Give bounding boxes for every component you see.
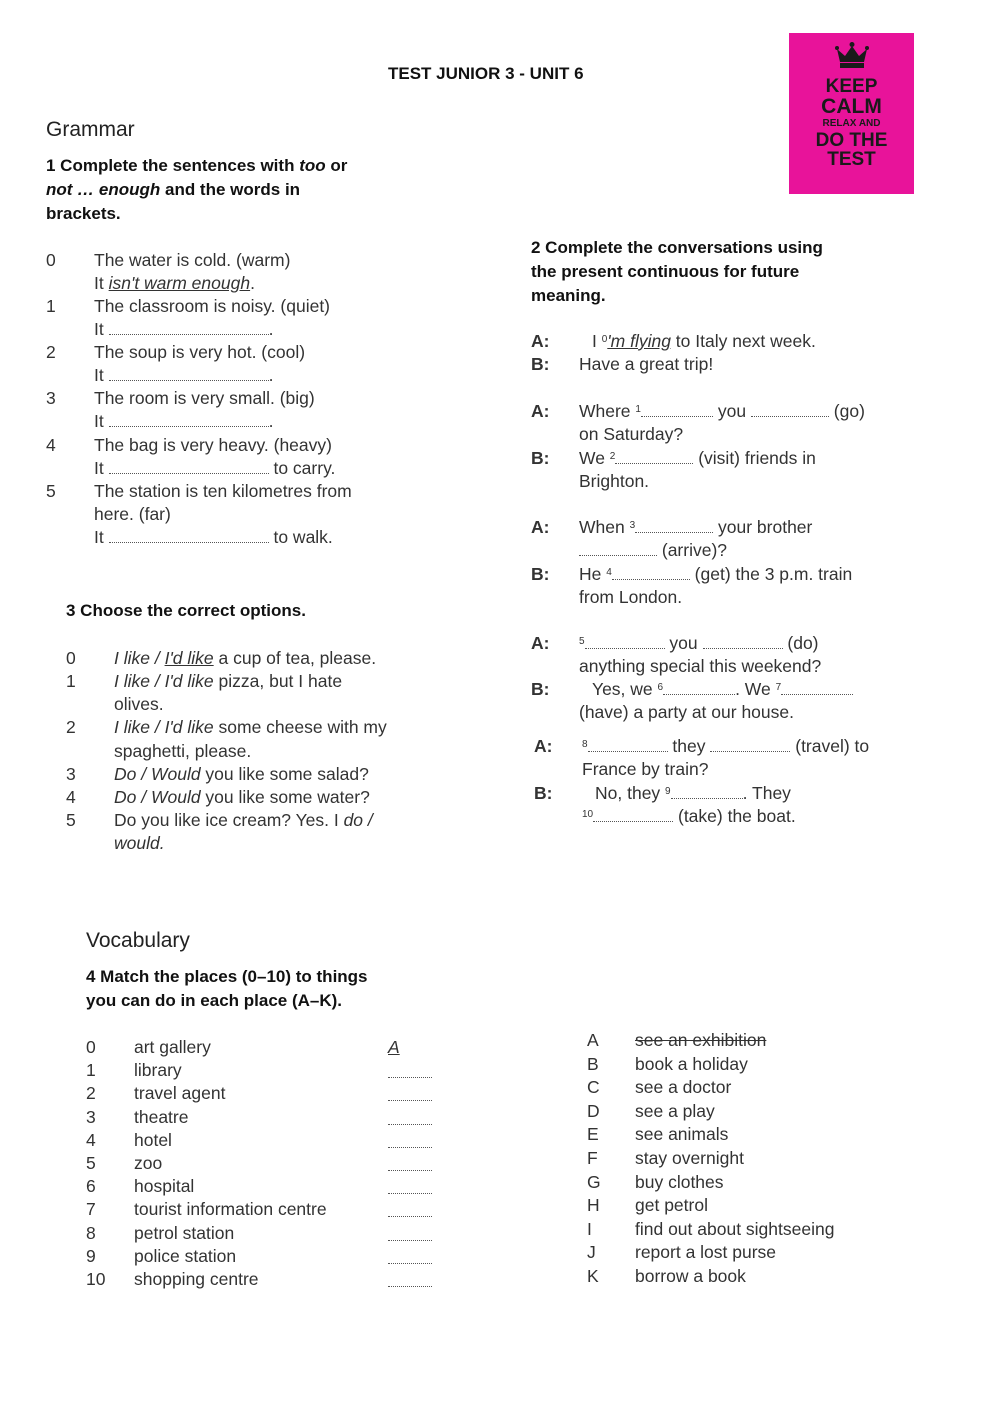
thing-letter: I bbox=[587, 1219, 592, 1239]
answer-blank[interactable] bbox=[612, 565, 690, 580]
exercise-1-instructions: 1 Complete the sentences with too or not … enough and the words in brackets. bbox=[46, 156, 348, 223]
thing-text: report a lost purse bbox=[635, 1242, 777, 1262]
place-name: travel agent bbox=[134, 1083, 226, 1103]
place-number: 7 bbox=[86, 1199, 96, 1219]
place-name: theatre bbox=[134, 1107, 189, 1127]
item-number: 2 bbox=[66, 717, 76, 737]
sentence: The classroom is noisy. (quiet) bbox=[94, 296, 331, 316]
answer-blank[interactable] bbox=[388, 1084, 432, 1107]
thing-letter: K bbox=[587, 1266, 599, 1286]
sentence: The room is very small. (big) bbox=[94, 388, 315, 408]
sentence: The bag is very heavy. (heavy) bbox=[94, 435, 332, 455]
answer-blank[interactable] bbox=[781, 680, 853, 695]
item-number: 5 bbox=[46, 481, 56, 501]
thing-text: see a play bbox=[635, 1101, 715, 1121]
thing-letter: F bbox=[587, 1148, 598, 1168]
keep-calm-poster bbox=[789, 33, 914, 194]
item-number: 4 bbox=[66, 787, 76, 807]
place-number: 9 bbox=[86, 1246, 96, 1266]
thing-text: get petrol bbox=[635, 1195, 708, 1215]
conversation-line: (have) a party at our house. bbox=[579, 702, 794, 722]
poster-line: RELAX AND bbox=[822, 118, 881, 129]
item-number: 0 bbox=[66, 648, 76, 668]
item-number: 1 bbox=[66, 671, 76, 691]
speaker-b: B: bbox=[531, 679, 550, 699]
thing-letter: A bbox=[587, 1030, 599, 1050]
answer-blank[interactable] bbox=[585, 634, 665, 649]
crown-icon bbox=[789, 41, 914, 75]
thing-letter: J bbox=[587, 1242, 596, 1262]
place-number: 1 bbox=[86, 1060, 96, 1080]
example-answer: I'd like bbox=[164, 648, 214, 668]
place-number: 3 bbox=[86, 1107, 96, 1127]
conversation-line: I $^0$'m flying to Italy next week. bbox=[592, 331, 816, 351]
conversation-line: (arrive)? bbox=[579, 539, 727, 562]
speaker-b: B: bbox=[534, 783, 553, 803]
conversation-line: $^5$ you (do) bbox=[579, 633, 819, 653]
thing-text: find out about sightseeing bbox=[635, 1219, 835, 1239]
answer-blank[interactable] bbox=[671, 784, 743, 799]
answer-blank[interactable] bbox=[388, 1061, 432, 1084]
place-name: art gallery bbox=[134, 1037, 211, 1057]
example-answer: 'm flying bbox=[607, 331, 671, 351]
poster-line: TEST bbox=[827, 149, 876, 170]
answer-blank[interactable] bbox=[388, 1177, 432, 1200]
conversation-line: No, they $^9$ . They bbox=[595, 783, 791, 803]
conversation-line: Brighton. bbox=[579, 471, 650, 491]
speaker-b: B: bbox=[531, 354, 550, 374]
item-number: 4 bbox=[46, 435, 56, 455]
place-name: shopping centre bbox=[134, 1269, 259, 1289]
speaker-b: B: bbox=[531, 448, 550, 468]
thing-text: see a doctor bbox=[635, 1077, 732, 1097]
answer-blank[interactable] bbox=[388, 1247, 432, 1270]
conversation-line: $^8$ they (travel) to bbox=[582, 736, 870, 756]
place-name: hospital bbox=[134, 1176, 195, 1196]
list-item[interactable]: Do / Would you like some water? bbox=[114, 787, 370, 807]
thing-text: see an exhibition bbox=[635, 1030, 767, 1050]
place-number: 6 bbox=[86, 1176, 96, 1196]
conversation-line: Have a great trip! bbox=[579, 354, 714, 374]
item-number: 5 bbox=[66, 810, 76, 830]
thing-text: see animals bbox=[635, 1124, 729, 1144]
answer-blank[interactable] bbox=[388, 1270, 432, 1293]
thing-text: borrow a book bbox=[635, 1266, 746, 1286]
speaker-a: A: bbox=[531, 517, 550, 537]
answer-blank[interactable] bbox=[388, 1200, 432, 1223]
list-item[interactable]: Do / Would you like some salad? bbox=[114, 764, 369, 784]
conversation-line: He $^4$ (get) the 3 p.m. train bbox=[579, 564, 853, 584]
thing-letter: G bbox=[587, 1172, 601, 1192]
answer-line: It to walk. bbox=[94, 527, 333, 547]
vocabulary-heading: Vocabulary bbox=[86, 929, 190, 952]
example-answer: A bbox=[388, 1037, 400, 1057]
answer-line: It . bbox=[94, 411, 274, 431]
answer-blank[interactable] bbox=[388, 1131, 432, 1154]
conversation-line: $^{10}$ (take) the boat. bbox=[582, 806, 796, 826]
list-item-cont: spaghetti, please. bbox=[114, 741, 252, 761]
answer-blank[interactable] bbox=[388, 1154, 432, 1177]
place-number: 4 bbox=[86, 1130, 96, 1150]
exercise-4-instructions: 4 Match the places (0–10) to things you can do in each place (A–K). bbox=[86, 967, 368, 1010]
answer-blank[interactable] bbox=[751, 402, 829, 417]
list-item[interactable]: I like / I'd like pizza, but I hate bbox=[114, 671, 343, 691]
answer-blank[interactable] bbox=[588, 737, 668, 752]
sentence: The station is ten kilometres from bbox=[94, 481, 352, 501]
sentence: The water is cold. (warm) bbox=[94, 250, 291, 270]
poster-line: DO THE bbox=[815, 130, 888, 151]
answer-blank[interactable] bbox=[663, 680, 735, 695]
conversation-line: Yes, we $^6$ . We $^7$ bbox=[592, 678, 853, 701]
grammar-heading: Grammar bbox=[46, 118, 135, 141]
place-number: 8 bbox=[86, 1223, 96, 1243]
answer-blank[interactable] bbox=[641, 402, 713, 417]
answer-blank[interactable] bbox=[579, 541, 657, 556]
item-number: 1 bbox=[46, 296, 56, 316]
place-name: library bbox=[134, 1060, 182, 1080]
answer-blank[interactable] bbox=[703, 634, 783, 649]
place-number: 2 bbox=[86, 1083, 96, 1103]
conversation-line: We $^2$ (visit) friends in bbox=[579, 448, 816, 468]
place-number: 5 bbox=[86, 1153, 96, 1173]
speaker-a: A: bbox=[531, 633, 550, 653]
sentence: here. (far) bbox=[94, 504, 171, 524]
conversation-line: When $^3$ your brother bbox=[579, 517, 813, 537]
speaker-a: A: bbox=[531, 401, 550, 421]
list-item: 0 bbox=[46, 250, 56, 270]
exercise-3-instructions: 3 Choose the correct options. bbox=[66, 601, 306, 620]
answer-line: It isn't warm enough. bbox=[94, 273, 255, 293]
page-title: TEST JUNIOR 3 - UNIT 6 bbox=[388, 64, 584, 83]
list-item-cont: olives. bbox=[114, 694, 164, 714]
speaker-a: A: bbox=[534, 736, 553, 756]
place-name: petrol station bbox=[134, 1223, 235, 1243]
answer-blank[interactable] bbox=[635, 518, 713, 533]
answer-blank[interactable] bbox=[109, 412, 269, 427]
speaker-b: B: bbox=[531, 564, 550, 584]
item-number: 3 bbox=[66, 764, 76, 784]
answer-blank[interactable] bbox=[109, 366, 269, 381]
list-item[interactable]: Do you like ice cream? Yes. I do / bbox=[114, 810, 373, 830]
thing-letter: E bbox=[587, 1124, 599, 1144]
place-name: police station bbox=[134, 1246, 237, 1266]
item-number: 3 bbox=[46, 388, 56, 408]
answer-blank[interactable] bbox=[593, 807, 673, 822]
answer-line: It . bbox=[94, 319, 274, 339]
list-item[interactable]: I like / I'd like some cheese with my bbox=[114, 717, 387, 737]
answer-blank[interactable] bbox=[710, 737, 790, 752]
conversation-line: France by train? bbox=[582, 759, 709, 779]
list-item-cont: would. bbox=[114, 833, 165, 853]
answer-blank[interactable] bbox=[109, 459, 269, 474]
answer-blank[interactable] bbox=[615, 449, 693, 464]
thing-text: stay overnight bbox=[635, 1148, 744, 1168]
place-number: 10 bbox=[86, 1269, 106, 1289]
poster-line: CALM bbox=[821, 95, 882, 118]
answer-blank[interactable] bbox=[388, 1224, 432, 1247]
place-name: hotel bbox=[134, 1130, 172, 1150]
sentence: The soup is very hot. (cool) bbox=[94, 342, 306, 362]
conversation-line: Where $^1$ you (go) bbox=[579, 401, 865, 421]
thing-text: buy clothes bbox=[635, 1172, 724, 1192]
conversation-line: on Saturday? bbox=[579, 424, 684, 444]
thing-letter: B bbox=[587, 1054, 599, 1074]
exercise-2-instructions: 2 Complete the conversations using the present continuous for future meaning. bbox=[531, 238, 823, 305]
conversation-line: from London. bbox=[579, 587, 683, 607]
thing-letter: C bbox=[587, 1077, 600, 1097]
answer-line: It to carry. bbox=[94, 458, 336, 478]
answer-blank[interactable] bbox=[109, 320, 269, 335]
place-name: zoo bbox=[134, 1153, 163, 1173]
item-number: 2 bbox=[46, 342, 56, 362]
answer-blank[interactable] bbox=[388, 1108, 432, 1131]
thing-letter: H bbox=[587, 1195, 600, 1215]
thing-letter: D bbox=[587, 1101, 600, 1121]
example-answer: isn't warm enough bbox=[108, 273, 251, 293]
place-number: 0 bbox=[86, 1037, 96, 1057]
poster-line: KEEP bbox=[825, 76, 878, 97]
list-item: I like / I'd like a cup of tea, please. bbox=[114, 648, 377, 668]
conversation-line: anything special this weekend? bbox=[579, 656, 822, 676]
answer-line: It . bbox=[94, 365, 274, 385]
speaker-a: A: bbox=[531, 331, 550, 351]
place-name: tourist information centre bbox=[134, 1199, 327, 1219]
thing-text: book a holiday bbox=[635, 1054, 748, 1074]
answer-blank[interactable] bbox=[109, 528, 269, 543]
